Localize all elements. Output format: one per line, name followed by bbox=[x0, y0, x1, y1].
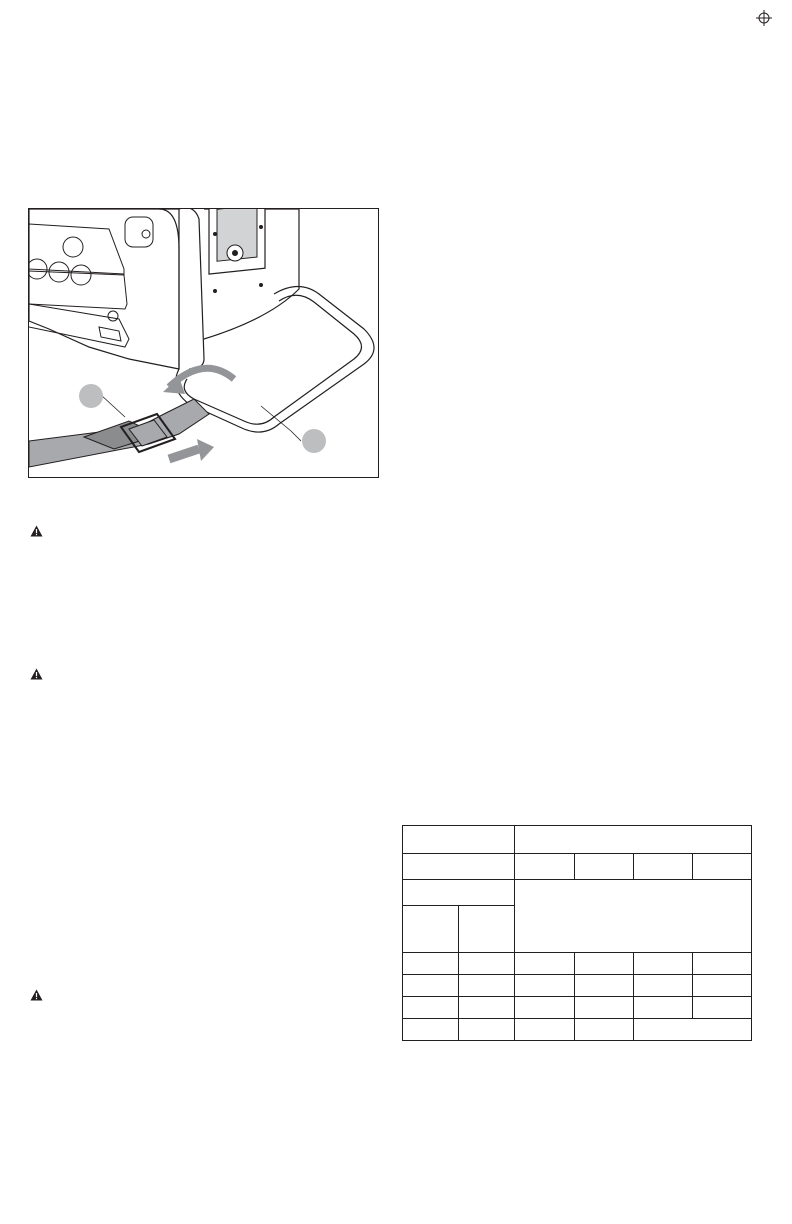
table-cell bbox=[515, 1019, 575, 1041]
table-cell bbox=[575, 975, 634, 997]
table-cell bbox=[515, 997, 575, 1019]
table-cell bbox=[515, 953, 575, 975]
callout-circle-2 bbox=[302, 429, 326, 453]
warning-triangle-icon bbox=[30, 668, 43, 680]
table-row bbox=[403, 953, 752, 975]
specification-table bbox=[402, 825, 752, 1041]
table-cell bbox=[403, 826, 515, 854]
registration-crop-mark-icon bbox=[756, 10, 772, 26]
table-cell bbox=[403, 906, 459, 953]
table-cell bbox=[403, 997, 459, 1019]
warning-triangle-icon bbox=[30, 525, 43, 537]
table-cell bbox=[459, 997, 515, 1019]
table-row bbox=[403, 854, 752, 880]
strap-attachment-figure bbox=[28, 208, 379, 478]
table-cell bbox=[634, 953, 693, 975]
table-row bbox=[403, 880, 752, 906]
table-cell bbox=[459, 975, 515, 997]
table-row bbox=[403, 997, 752, 1019]
table-cell bbox=[575, 953, 634, 975]
table-cell bbox=[634, 975, 693, 997]
table-cell bbox=[515, 880, 752, 953]
table-cell bbox=[634, 1019, 752, 1041]
table-cell bbox=[459, 953, 515, 975]
table-cell bbox=[515, 975, 575, 997]
table-cell bbox=[403, 854, 515, 880]
callout-circle-1 bbox=[79, 384, 103, 408]
table-cell bbox=[403, 953, 459, 975]
table-cell bbox=[634, 997, 693, 1019]
table-cell bbox=[515, 826, 752, 854]
warning-triangle-icon bbox=[30, 989, 43, 1001]
table-cell bbox=[403, 975, 459, 997]
table-cell bbox=[403, 880, 515, 906]
strap-attachment-illustration bbox=[29, 209, 379, 478]
table-row bbox=[403, 1019, 752, 1041]
table-row bbox=[403, 975, 752, 997]
table-cell bbox=[634, 854, 693, 880]
table-cell bbox=[575, 854, 634, 880]
table-cell bbox=[693, 975, 752, 997]
table-cell bbox=[575, 1019, 634, 1041]
table-cell bbox=[459, 1019, 515, 1041]
table-cell bbox=[459, 906, 515, 953]
table-cell bbox=[693, 997, 752, 1019]
table-cell bbox=[515, 854, 575, 880]
table-cell bbox=[693, 953, 752, 975]
table-cell bbox=[575, 997, 634, 1019]
table-cell bbox=[693, 854, 752, 880]
table-cell bbox=[403, 1019, 459, 1041]
table-row bbox=[403, 826, 752, 854]
